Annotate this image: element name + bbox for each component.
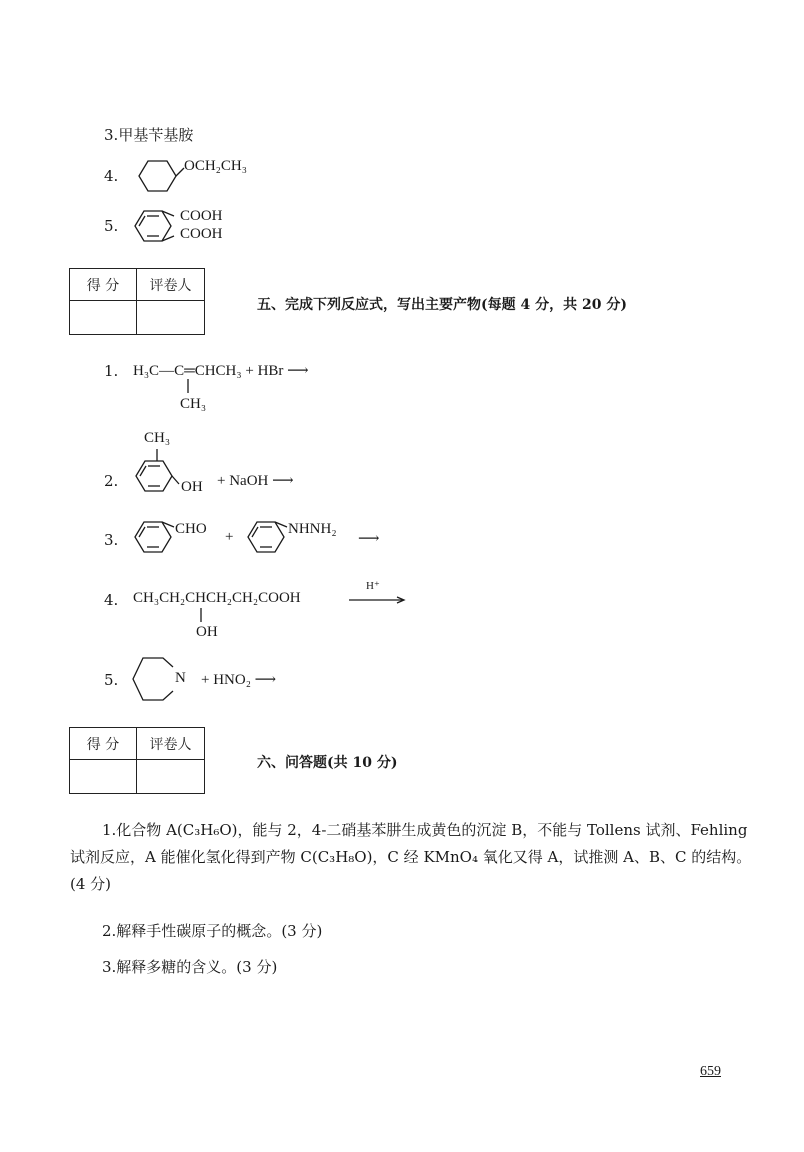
score-cell[interactable] (70, 301, 137, 335)
reaction-2-methyl: CH₃ (144, 430, 171, 446)
hydrazine-group: NHNH₂ (288, 521, 337, 537)
reaction-2-reagent: + NaOH ⟶ (217, 473, 294, 489)
reaction-1-formula: H₃C—C═CHCH₃ + HBr ⟶ (133, 363, 309, 379)
reaction-5-reagent: + HNO₂ ⟶ (201, 672, 277, 688)
ethoxy-group: OCH₂CH₃ (184, 158, 247, 174)
reaction-arrow (349, 596, 407, 604)
reaction-5-number: 5. (104, 671, 119, 689)
carboxyl-group-1: COOH (180, 208, 223, 224)
page-number: 659 (700, 1064, 721, 1079)
score-cell[interactable] (70, 760, 137, 794)
score-header: 得 分 (70, 269, 137, 301)
grader-header: 评卷人 (137, 269, 205, 301)
grader-cell[interactable] (137, 301, 205, 335)
piperidine-ring-icon (130, 655, 200, 705)
question-2: 2.解释手性碳原子的概念。(3 分) (102, 922, 323, 940)
item-4-number: 4. (104, 167, 119, 185)
reaction-4-number: 4. (104, 591, 119, 609)
reaction-4-branch: OH (196, 624, 218, 640)
score-box-5 (69, 268, 205, 335)
reaction-1-number: 1. (104, 362, 119, 380)
item-3-label: 3.甲基苄基胺 (104, 126, 194, 144)
item-5-number: 5. (104, 217, 119, 235)
section-5-title: 五、完成下列反应式，写出主要产物(每题 4 分，共 20 分) (257, 297, 627, 313)
grader-header: 评卷人 (137, 728, 205, 760)
reaction-4-formula: CH₃CH₂CHCH₂CH₂COOH (133, 590, 301, 606)
reaction-2-number: 2. (104, 472, 119, 490)
reaction-2-hydroxyl: OH (181, 479, 203, 495)
score-header: 得 分 (70, 728, 137, 760)
grader-cell[interactable] (137, 760, 205, 794)
question-3: 3.解释多糖的含义。(3 分) (102, 958, 278, 976)
reaction-4-condition: H⁺ (366, 580, 380, 592)
score-box-6 (69, 727, 205, 794)
aldehyde-group: CHO (175, 521, 207, 537)
question-1: 1.化合物 A(C₃H₆O)，能与 2，4-二硝基苯肼生成黄色的沉淀 B，不能与 Tollens 试剂、Fehling试剂反应，A 能催化氢化得到产物 C(C₃H₈O)，C 经 KMnO₄ 氧化又得 A，试推测 A、B、C 的结构。(4 分) (70, 821, 752, 893)
nitrogen-atom: N (175, 670, 186, 686)
reaction-3-number: 3. (104, 531, 119, 549)
reaction-1-branch: CH₃ (180, 396, 207, 412)
plus-sign: + (225, 529, 234, 545)
bond-line (186, 379, 190, 395)
bond-line (199, 608, 203, 624)
reaction-3-arrow: ⟶ (358, 531, 380, 547)
carboxyl-group-2: COOH (180, 226, 223, 242)
cyclohexane-ring-icon (130, 156, 190, 196)
section-6-title: 六、问答题(共 10 分) (257, 755, 398, 771)
